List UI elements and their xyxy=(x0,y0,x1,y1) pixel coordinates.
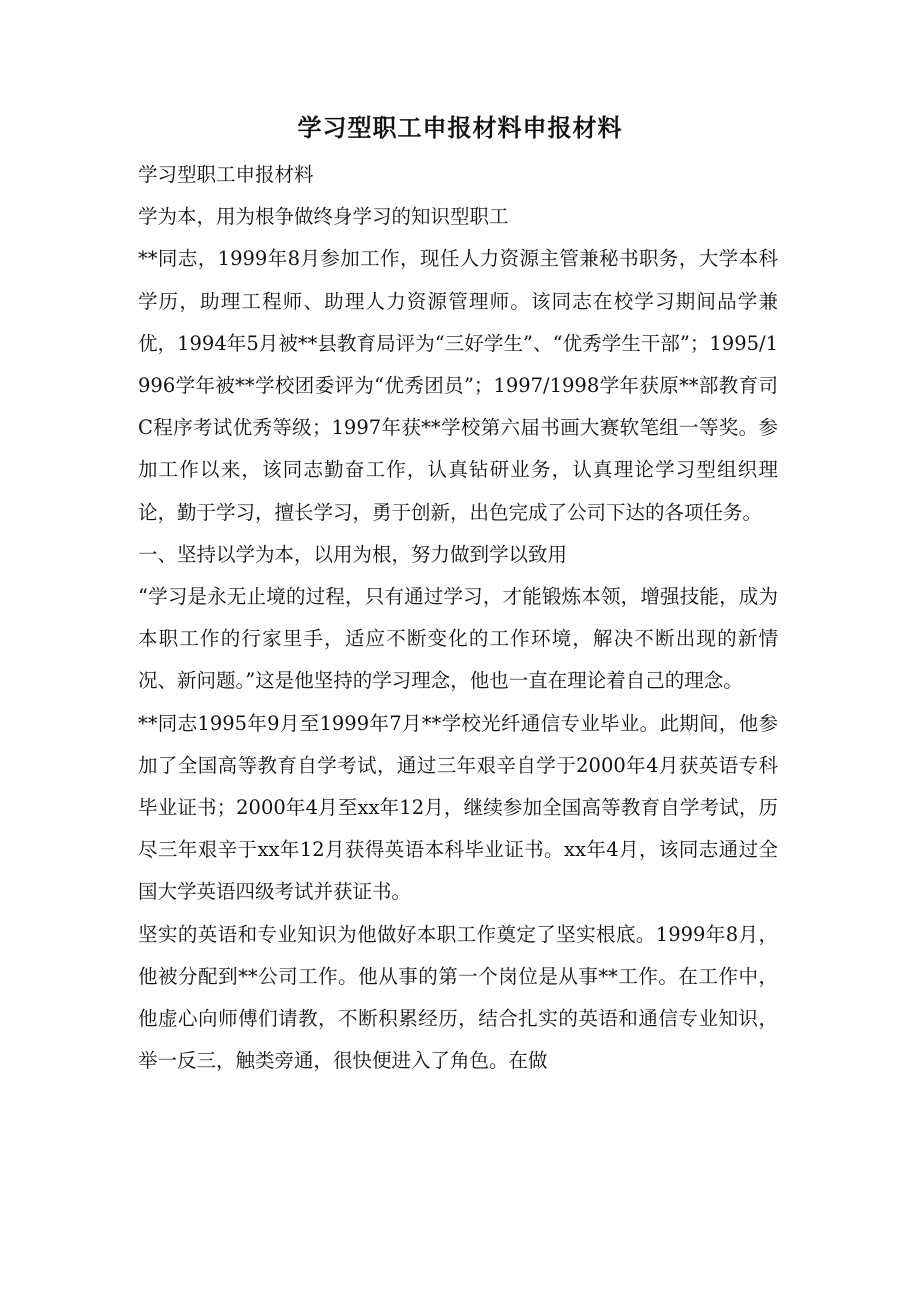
paragraph-intro: **同志，1999年8月参加工作，现任人力资源主管兼秘书职务，大学本科学历，助理工程师、助理人力资源管理师。该同志在校学习期间品学兼优，1994年5月被**县教育局评为“三好学生”、“优秀学生干部”；1995/1996学年被**学校团委评为“优秀团员”；1997/1998学年获原**部教育司C程序考试优秀等级；1997年获**学校第六届书画大赛软笔组一等奖。参加工作以来，该同志勤奋工作，认真钻研业务，认真理论学习型组织理论，勤于学习，擅长学习，勇于创新，出色完成了公司下达的各项任务。 xyxy=(138,247,778,524)
document-title: 学习型职工申报材料申报材料 xyxy=(297,113,623,142)
section-heading-1: 一、坚持以学为本，以用为根，努力做到学以致用 xyxy=(138,542,568,566)
paragraph-slogan: 学为本，用为根争做终身学习的知识型职工 xyxy=(138,205,509,229)
document-body xyxy=(138,154,778,1082)
paragraph-work: 坚实的英语和专业知识为他做好本职工作奠定了坚实根底。1999年8月，他被分配到**公司工作。他从事的第一个岗位是从事**工作。在工作中，他虚心向师傅们请教，不断积累经历，结合扎实的英语和通信专业知识，举一反三，触类旁通，很快便进入了角色。在做 xyxy=(138,922,778,1073)
paragraph-quote: “学习是永无止境的过程，只有通过学习，才能锻炼本领，增强技能，成为本职工作的行家里手，适应不断变化的工作环境，解决不断出现的新情况、新问题。”这是他坚持的学习理念，他也一直在理论着自己的理念。 xyxy=(138,585,778,693)
paragraph-education: **同志1995年9月至1999年7月**学校光纤通信专业毕业。此期间，他参加了全国高等教育自学考试，通过三年艰辛自学于2000年4月获英语专科毕业证书；2000年4月至xx年12月，继续参加全国高等教育自学考试，历尽三年艰辛于xx年12月获得英语本科毕业证书。xx年4月，该同志通过全国大学英语四级考试并获证书。 xyxy=(138,711,778,904)
paragraph-subtitle: 学习型职工申报材料 xyxy=(138,163,314,186)
